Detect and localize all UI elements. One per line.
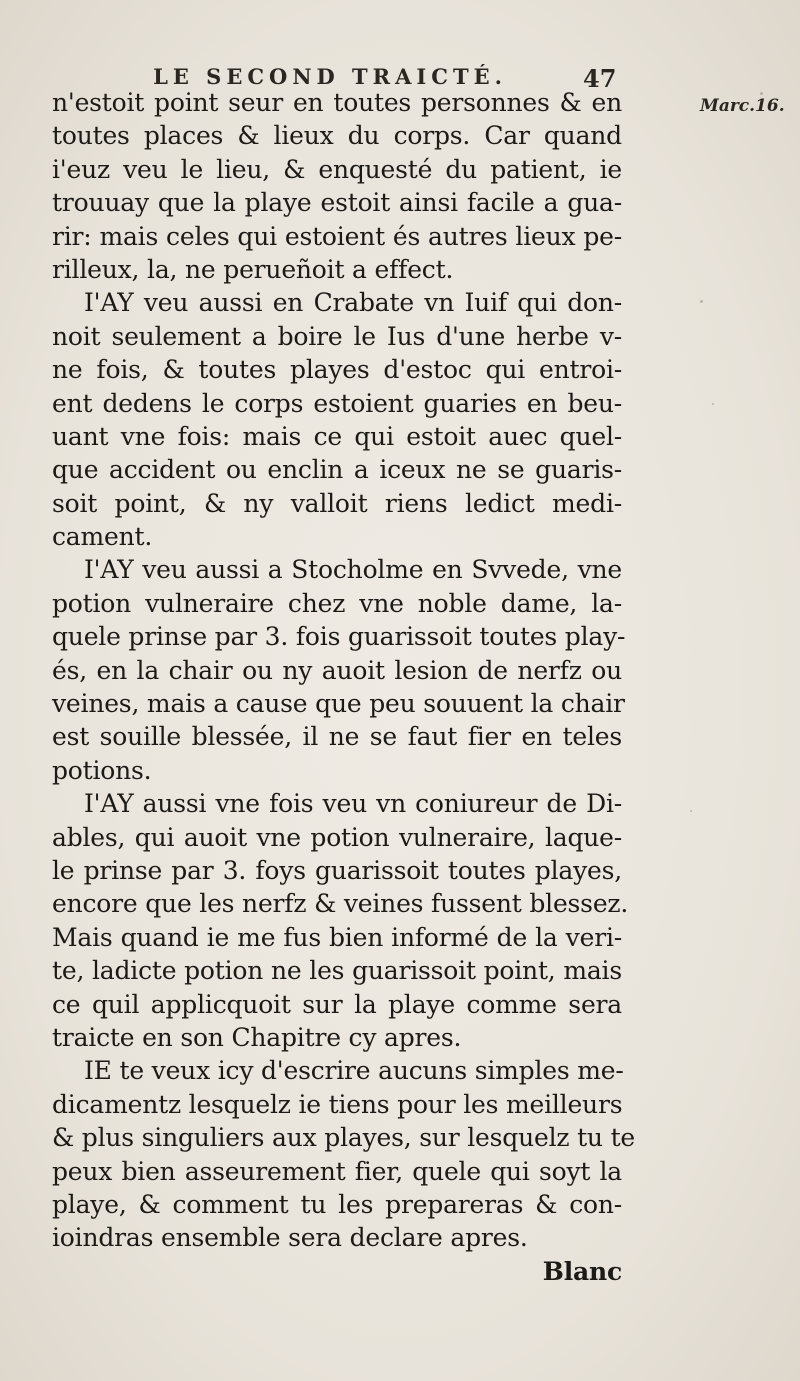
text-line: potions. <box>52 755 152 785</box>
text-line: playe, & comment tu les prepareras & con- <box>52 1189 622 1219</box>
text-line: toutes places & lieux du corps. Car quand <box>52 121 622 151</box>
catchword: Blanc <box>542 1256 622 1286</box>
text-line: est souille blessée, il ne se faut fier en teles <box>52 722 622 752</box>
text-line: dicamentz lesquelz ie tiens pour les meilleurs <box>52 1089 623 1119</box>
text-line: traicte en son Chapitre cy apres. <box>52 1022 462 1052</box>
text-line: rilleux, la, ne perueñoit a effect. <box>52 254 454 284</box>
text-line: ne fois, & toutes playes d'estoc qui entroi- <box>52 355 622 385</box>
paper-speck <box>760 92 763 95</box>
text-line: & plus singuliers aux playes, sur lesquelz tu te <box>52 1123 636 1153</box>
page-number: 47 <box>583 64 617 93</box>
text-line: ables, qui auoit vne potion vulneraire, laque- <box>52 822 622 852</box>
text-line: rir: mais celes qui estoient és autres lieux pe- <box>52 221 622 251</box>
text-line: potion vulneraire chez vne noble dame, la- <box>52 588 622 618</box>
text-line: soit point, & ny valloit riens ledict medi- <box>52 488 622 518</box>
text-line: quele prinse par 3. fois guarissoit toutes play- <box>52 622 626 652</box>
text-line: te, ladicte potion ne les guarissoit point, mais <box>52 956 622 986</box>
text-line: n'estoit point seur en toutes personnes & en <box>52 88 622 117</box>
text-line: peux bien asseurement fier, quele qui soyt la <box>52 1156 622 1186</box>
paper-speck <box>690 810 692 812</box>
text-line: cament. <box>52 522 153 552</box>
text-line: trouuay que la playe estoit ainsi facile a gua- <box>52 188 622 218</box>
paragraph-start: I'AY veu aussi a Stocholme en Svvede, vne <box>84 555 622 585</box>
text-line: encore que les nerfz & veines fussent blessez. <box>52 889 629 919</box>
text-line: és, en la chair ou ny auoit lesion de nerfz ou <box>52 655 622 685</box>
text-line: veines, mais a cause que peu souuent la chair <box>52 689 625 719</box>
marginal-note: Marc.16. <box>700 96 785 116</box>
text-line: Mais quand ie me fus bien informé de la veri- <box>52 922 622 952</box>
text-line: que accident ou enclin a iceux ne se guaris- <box>52 455 622 485</box>
text-line: le prinse par 3. foys guarissoit toutes playes, <box>52 855 622 885</box>
text-line: noit seulement a boire le Ius d'une herbe v- <box>52 321 622 351</box>
paper-speck <box>712 403 714 405</box>
paper-speck <box>700 300 703 303</box>
paragraph-start: IE te veux icy d'escrire aucuns simples me- <box>84 1056 624 1086</box>
text-line: ent dedens le corps estoient guaries en beu- <box>52 388 622 418</box>
paragraph-start: I'AY veu aussi en Crabate vn Iuif qui don- <box>84 288 622 318</box>
text-line: ioindras ensemble sera declare apres. <box>52 1223 528 1253</box>
text-line: ce quil applicquoit sur la playe comme sera <box>52 989 622 1019</box>
running-title: LE SECOND TRAICTÉ. <box>153 64 507 89</box>
text-line: uant vne fois: mais ce qui estoit auec quel- <box>52 421 622 451</box>
body-text <box>52 86 636 1288</box>
paragraph-start: I'AY aussi vne fois veu vn coniureur de Di- <box>84 789 622 819</box>
text-line: i'euz veu le lieu, & enquesté du patient, ie <box>52 154 622 184</box>
